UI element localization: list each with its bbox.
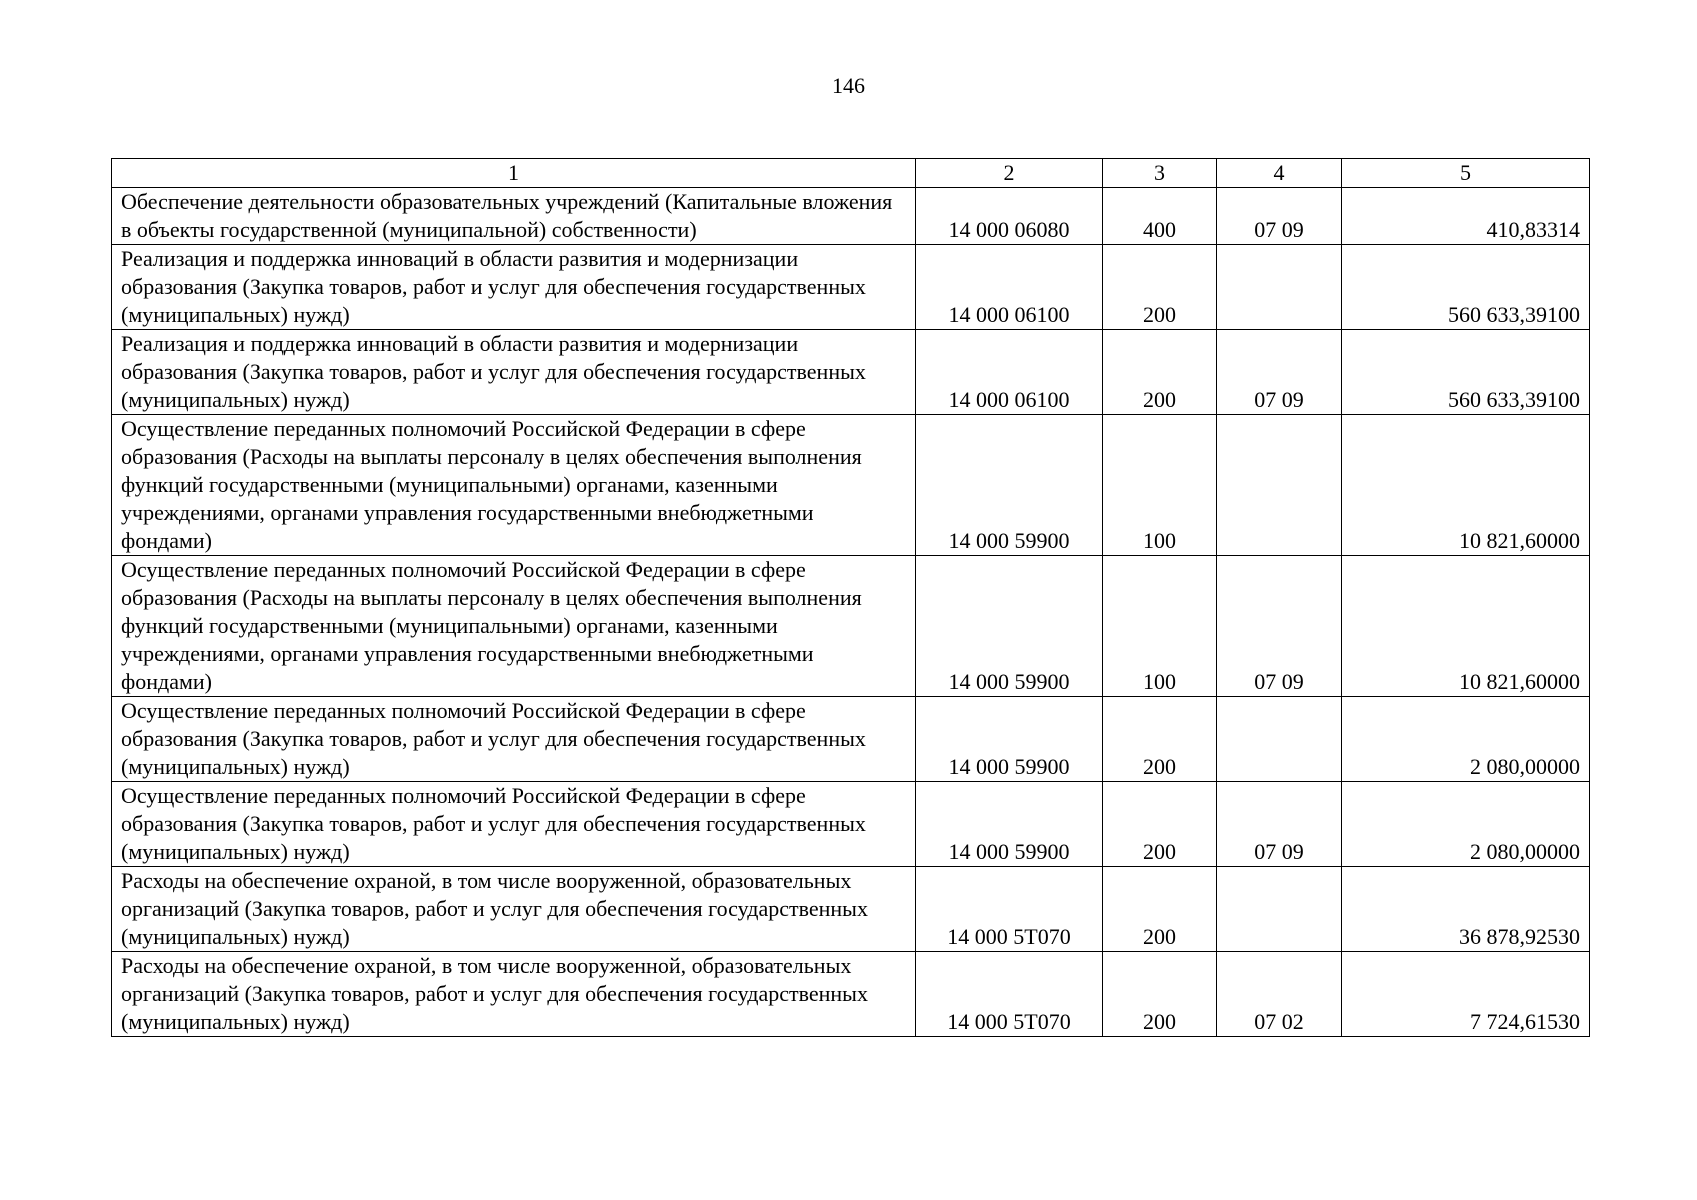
description-cell: Реализация и поддержка инноваций в области развития и модернизации образования (Закупка товаров, работ и услуг для обеспечения государственных (муниципальных) нужд) <box>112 330 916 415</box>
amount-cell: 10 821,60000 <box>1342 556 1590 697</box>
description-cell: Осуществление переданных полномочий Российской Федерации в сфере образования (Закупка товаров, работ и услуг для обеспечения государственных (муниципальных) нужд) <box>112 697 916 782</box>
table-header-row <box>112 159 1590 188</box>
section-cell: 07 09 <box>1217 782 1342 867</box>
table-row <box>112 697 1590 782</box>
column-header: 3 <box>1103 159 1217 188</box>
section-cell: 07 09 <box>1217 330 1342 415</box>
amount-cell: 560 633,39100 <box>1342 245 1590 330</box>
expense-type-cell: 200 <box>1103 330 1217 415</box>
expense-type-cell: 200 <box>1103 867 1217 952</box>
amount-cell: 410,83314 <box>1342 188 1590 245</box>
page-number: 146 <box>832 73 865 98</box>
section-cell <box>1217 697 1342 782</box>
code-cell: 14 000 06100 <box>916 330 1103 415</box>
table-row <box>112 330 1590 415</box>
column-header: 1 <box>112 159 916 188</box>
expense-type-cell: 400 <box>1103 188 1217 245</box>
table-row <box>112 245 1590 330</box>
expense-type-cell: 100 <box>1103 415 1217 556</box>
code-cell: 14 000 59900 <box>916 415 1103 556</box>
section-cell: 07 02 <box>1217 952 1342 1037</box>
table-row <box>112 556 1590 697</box>
code-cell: 14 000 06100 <box>916 245 1103 330</box>
column-header: 5 <box>1342 159 1590 188</box>
table-row <box>112 782 1590 867</box>
code-cell: 14 000 5Т070 <box>916 952 1103 1037</box>
expense-type-cell: 100 <box>1103 556 1217 697</box>
description-cell: Расходы на обеспечение охраной, в том числе вооруженной, образовательных организаций (Закупка товаров, работ и услуг для обеспечения государственных (муниципальных) нужд) <box>112 952 916 1037</box>
description-cell: Реализация и поддержка инноваций в области развития и модернизации образования (Закупка товаров, работ и услуг для обеспечения государственных (муниципальных) нужд) <box>112 245 916 330</box>
description-cell: Обеспечение деятельности образовательных учреждений (Капитальные вложения в объекты государственной (муниципальной) собственности) <box>112 188 916 245</box>
table-row <box>112 952 1590 1037</box>
table-row <box>112 188 1590 245</box>
amount-cell: 7 724,61530 <box>1342 952 1590 1037</box>
column-header: 4 <box>1217 159 1342 188</box>
code-cell: 14 000 5Т070 <box>916 867 1103 952</box>
code-cell: 14 000 06080 <box>916 188 1103 245</box>
amount-cell: 10 821,60000 <box>1342 415 1590 556</box>
amount-cell: 560 633,39100 <box>1342 330 1590 415</box>
amount-cell: 2 080,00000 <box>1342 697 1590 782</box>
expense-type-cell: 200 <box>1103 697 1217 782</box>
section-cell <box>1217 245 1342 330</box>
description-cell: Осуществление переданных полномочий Российской Федерации в сфере образования (Закупка товаров, работ и услуг для обеспечения государственных (муниципальных) нужд) <box>112 782 916 867</box>
table-row <box>112 415 1590 556</box>
description-cell: Осуществление переданных полномочий Российской Федерации в сфере образования (Расходы на выплаты персоналу в целях обеспечения выполнения функций государственными (муниципальными) органами, казенными учреждениями, органами управления государственными внебюджетными фондами) <box>112 415 916 556</box>
section-cell: 07 09 <box>1217 188 1342 245</box>
column-header: 2 <box>916 159 1103 188</box>
budget-table <box>111 158 1590 1037</box>
code-cell: 14 000 59900 <box>916 697 1103 782</box>
code-cell: 14 000 59900 <box>916 782 1103 867</box>
description-cell: Расходы на обеспечение охраной, в том числе вооруженной, образовательных организаций (Закупка товаров, работ и услуг для обеспечения государственных (муниципальных) нужд) <box>112 867 916 952</box>
expense-type-cell: 200 <box>1103 245 1217 330</box>
description-cell: Осуществление переданных полномочий Российской Федерации в сфере образования (Расходы на выплаты персоналу в целях обеспечения выполнения функций государственными (муниципальными) органами, казенными учреждениями, органами управления государственными внебюджетными фондами) <box>112 556 916 697</box>
amount-cell: 36 878,92530 <box>1342 867 1590 952</box>
expense-type-cell: 200 <box>1103 952 1217 1037</box>
section-cell <box>1217 867 1342 952</box>
table-row <box>112 867 1590 952</box>
amount-cell: 2 080,00000 <box>1342 782 1590 867</box>
expense-type-cell: 200 <box>1103 782 1217 867</box>
section-cell <box>1217 415 1342 556</box>
section-cell: 07 09 <box>1217 556 1342 697</box>
code-cell: 14 000 59900 <box>916 556 1103 697</box>
